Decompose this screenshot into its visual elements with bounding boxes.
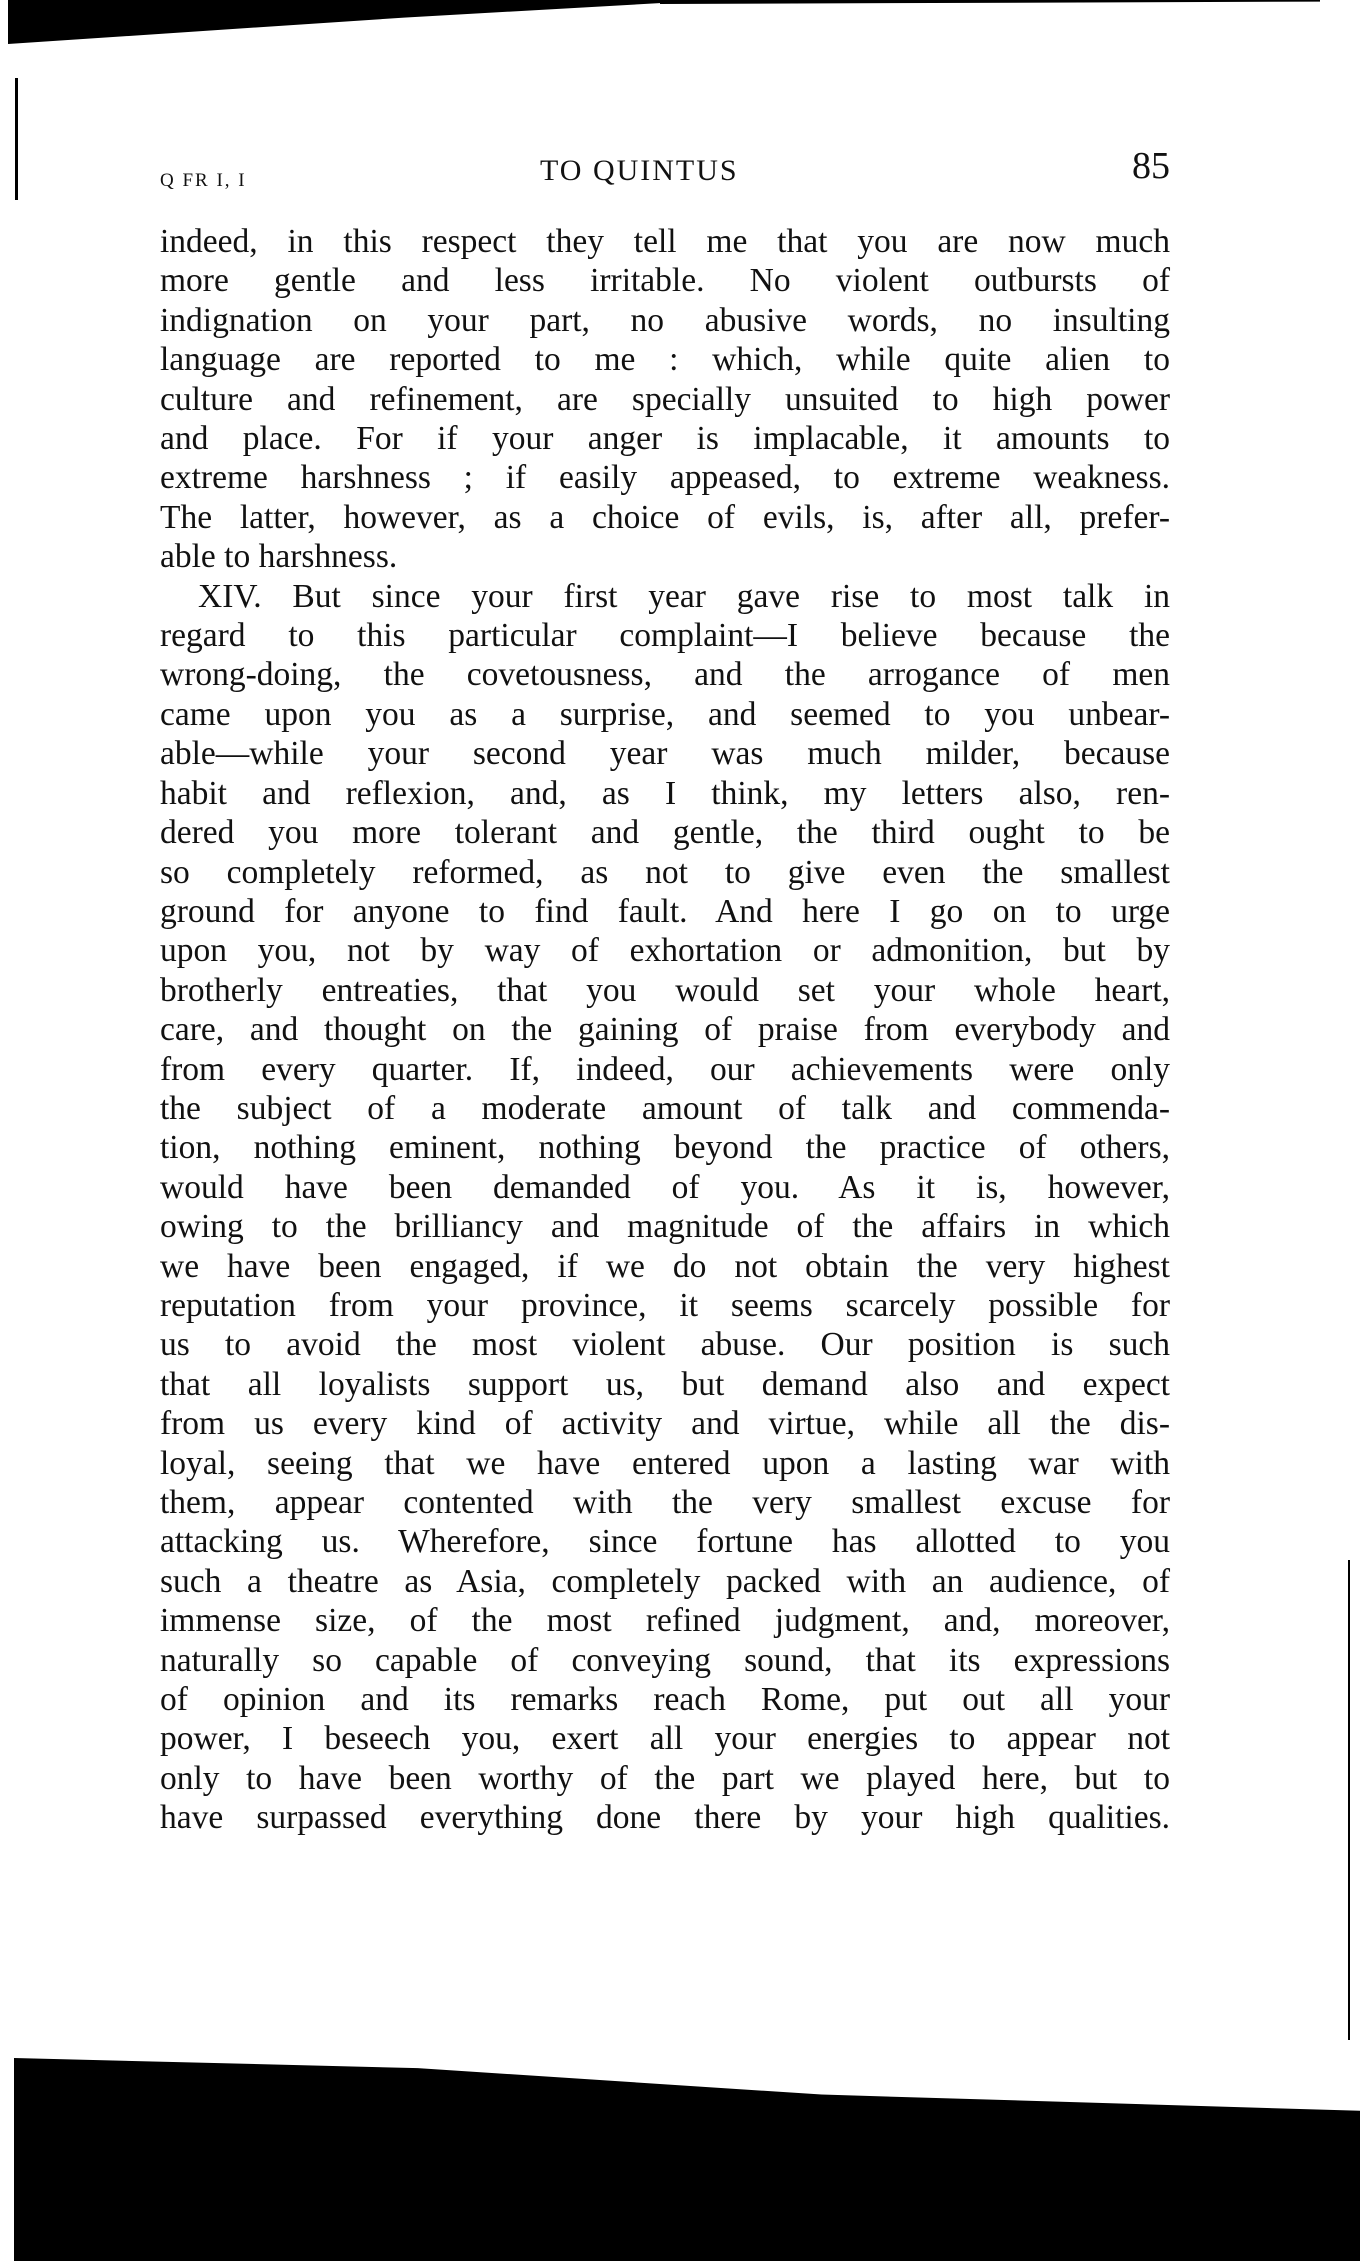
text-line: XIV. But since your first year gave rise to most talk in — [198, 577, 1170, 615]
text-line: habit and reflexion, and, as I think, my letters also, ren- — [160, 774, 1170, 812]
text-line: reputation from your province, it seems scarcely possible for — [160, 1286, 1170, 1324]
paragraph — [160, 222, 1170, 577]
text-line: care, and thought on the gaining of praise from everybody and — [160, 1011, 1170, 1049]
scan-margin-line-right — [1348, 1560, 1350, 2040]
text-line: the subject of a moderate amount of talk and commenda- — [160, 1089, 1170, 1127]
text-line: attacking us. Wherefore, since fortune has allotted to you — [160, 1523, 1170, 1561]
body-text — [160, 222, 1170, 1838]
text-line: language are reported to me : which, while quite alien to — [160, 341, 1170, 379]
text-line: power, I beseech you, exert all your energies to appear not — [160, 1720, 1170, 1758]
paragraph — [160, 577, 1170, 1838]
text-line: owing to the brilliancy and magnitude of the affairs in which — [160, 1208, 1170, 1246]
text-line: from every quarter. If, indeed, our achievements were only — [160, 1050, 1170, 1088]
section-reference: Q FR I, I — [160, 170, 247, 191]
scan-shadow-top-edge — [660, 0, 1320, 4]
text-line: more gentle and less irritable. No violent outbursts of — [160, 262, 1170, 300]
text-line: immense size, of the most refined judgment, and, moreover, — [160, 1602, 1170, 1640]
text-line: able to harshness. — [160, 538, 398, 576]
text-line: indignation on your part, no abusive words, no insulting — [160, 301, 1170, 339]
text-line: dered you more tolerant and gentle, the third ought to be — [160, 814, 1170, 852]
text-line: came upon you as a surprise, and seemed to you unbear- — [160, 695, 1170, 733]
text-line: of opinion and its remarks reach Rome, put out all your — [160, 1681, 1170, 1719]
page-number: 85 — [1132, 145, 1170, 187]
text-line: able—while your second year was much milder, because — [160, 735, 1170, 773]
text-line: brotherly entreaties, that you would set your whole heart, — [160, 971, 1170, 1009]
text-line: tion, nothing eminent, nothing beyond the practice of others, — [160, 1129, 1170, 1167]
text-line: wrong-doing, the covetousness, and the arrogance of men — [160, 656, 1170, 694]
text-line: extreme harshness ; if easily appeased, to extreme weakness. — [160, 459, 1170, 497]
text-line: us to avoid the most violent abuse. Our position is such — [160, 1326, 1170, 1364]
text-line: such a theatre as Asia, completely packed with an audience, of — [160, 1562, 1170, 1600]
text-line: regard to this particular complaint—I believe because the — [160, 617, 1170, 655]
text-line: only to have been worthy of the part we played here, but to — [160, 1759, 1170, 1797]
text-line: that all loyalists support us, but demand also and expect — [160, 1365, 1170, 1403]
text-line: loyal, seeing that we have entered upon a lasting war with — [160, 1444, 1170, 1482]
text-line: from us every kind of activity and virtue, while all the dis- — [160, 1405, 1170, 1443]
text-line: indeed, in this respect they tell me that you are now much — [160, 223, 1170, 260]
text-line: we have been engaged, if we do not obtain the very highest — [160, 1247, 1170, 1285]
text-line: upon you, not by way of exhortation or admonition, but by — [160, 932, 1170, 970]
text-line: so completely reformed, as not to give even the smallest — [160, 853, 1170, 891]
text-line: culture and refinement, are specially unsuited to high power — [160, 380, 1170, 418]
text-line: The latter, however, as a choice of evils, is, after all, prefer- — [160, 498, 1170, 536]
text-line: would have been demanded of you. As it is, however, — [160, 1168, 1170, 1206]
scan-shadow-top — [8, 0, 668, 44]
page-title: TO QUINTUS — [540, 154, 739, 187]
text-line: and place. For if your anger is implacable, it amounts to — [160, 420, 1170, 458]
scan-margin-line-left — [15, 78, 18, 200]
text-line: ground for anyone to find fault. And here I go on to urge — [160, 892, 1170, 930]
scan-shadow-bottom — [14, 2058, 1360, 2261]
running-head — [160, 145, 1170, 198]
text-line: naturally so capable of conveying sound, that its expressions — [160, 1641, 1170, 1679]
text-line: have surpassed everything done there by your high qualities. — [160, 1799, 1170, 1837]
text-line: them, appear contented with the very smallest excuse for — [160, 1484, 1170, 1521]
